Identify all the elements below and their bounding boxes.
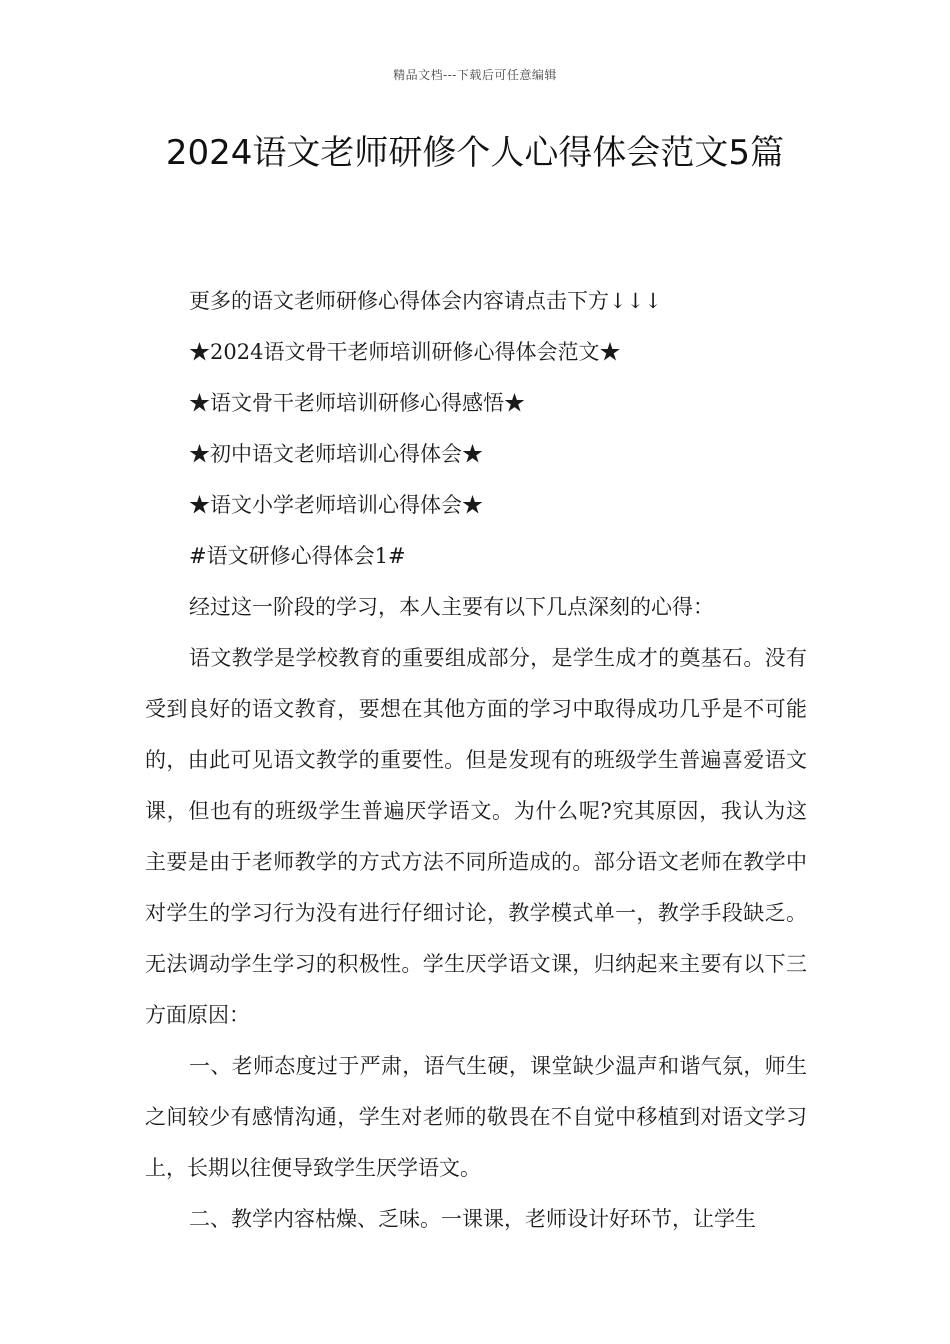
- paragraph-2: 语文教学是学校教育的重要组成部分，是学生成才的奠基石。没有受到良好的语文教育，要想在其他方面的学习中取得成功几乎是不可能的，由此可见语文教学的重要性。但是发现有的班级学生普遍喜爱语文课，但也有的班级学生普遍厌学语文。为什么呢?究其原因，我认为这主要是由于老师教学的方式方法不同所造成的。部分语文老师在教学中对学生的学习行为没有进行仔细讨论，教学模式单一，教学手段缺乏。无法调动学生学习的积极性。学生厌学语文课，归纳起来主要有以下三方面原因：: [145, 646, 807, 1027]
- page-header: 精品文档---下载后可任意编辑: [393, 68, 557, 82]
- related-link-1[interactable]: ★2024语文骨干老师培训研修心得体会范文★: [189, 340, 621, 364]
- paragraph-4: 二、教学内容枯燥、乏味。一课课，老师设计好环节，让学生: [189, 1207, 756, 1231]
- paragraph-1: 经过这一阶段的学习，本人主要有以下几点深刻的心得：: [189, 595, 714, 619]
- related-link-4[interactable]: ★语文小学老师培训心得体会★: [189, 493, 483, 517]
- intro-line: 更多的语文老师研修心得体会内容请点击下方↓↓↓: [189, 289, 662, 313]
- section-heading: #语文研修心得体会1#: [189, 544, 406, 568]
- document-body: [145, 276, 807, 1245]
- related-link-3[interactable]: ★初中语文老师培训心得体会★: [189, 442, 483, 466]
- related-link-2[interactable]: ★语文骨干老师培训研修心得感悟★: [189, 391, 525, 415]
- document-title: 2024语文老师研修个人心得体会范文5篇: [165, 133, 785, 173]
- paragraph-3: 一、老师态度过于严肃，语气生硬，课堂缺少温声和谐气氛，师生之间较少有感情沟通，学生对老师的敬畏在不自觉中移植到对语文学习上，长期以往便导致学生厌学语文。: [145, 1054, 807, 1180]
